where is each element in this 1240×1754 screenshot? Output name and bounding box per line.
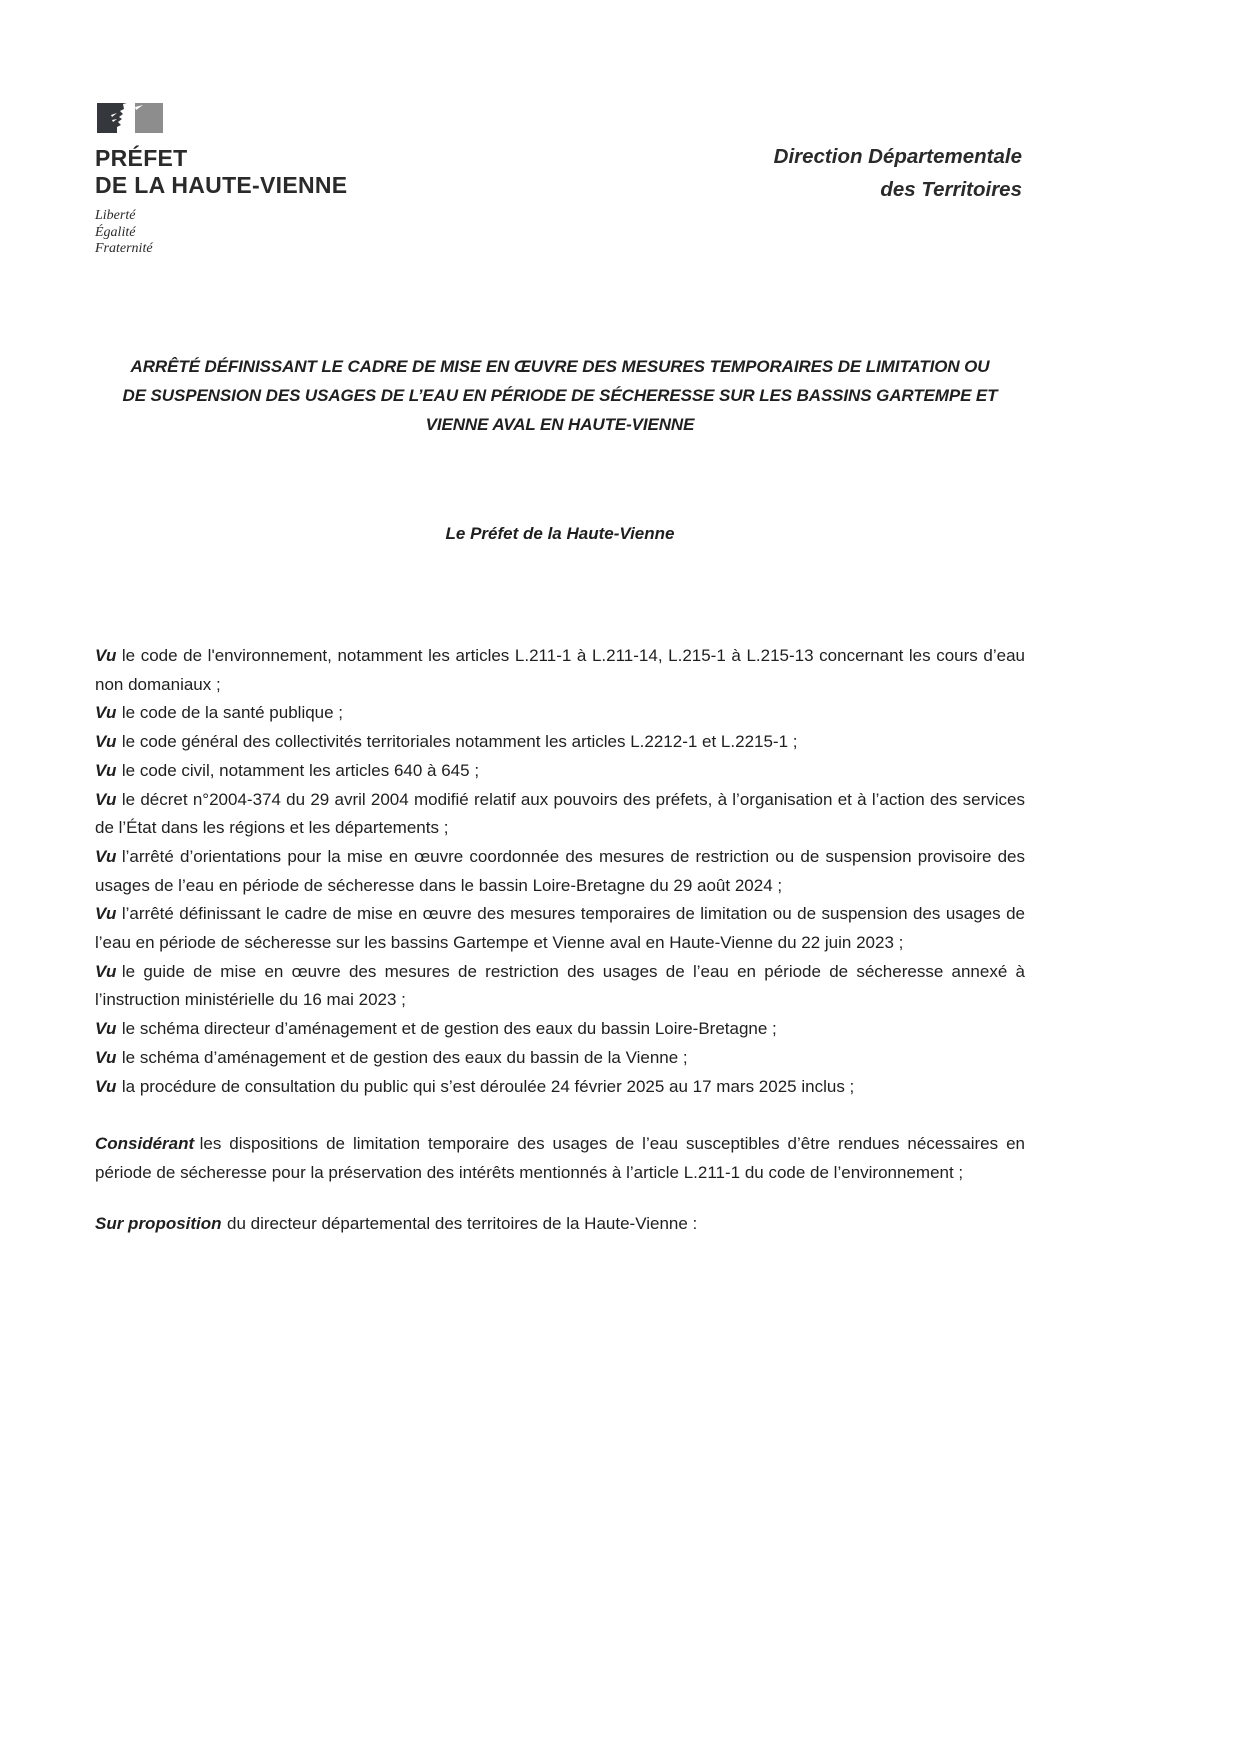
vu-clause-lead: Vu <box>95 646 117 665</box>
vu-clause <box>95 1044 1025 1073</box>
vu-clause <box>95 1073 1025 1102</box>
service-name-line1: Direction Départementale <box>773 145 1022 168</box>
document-title-line2: DE SUSPENSION DES USAGES DE L’EAU EN PÉRIODE DE SÉCHERESSE SUR LES BASSINS GARTEMPE ET <box>122 386 998 405</box>
motto <box>95 208 425 258</box>
vu-clause-lead: Vu <box>95 760 117 780</box>
vu-clause <box>95 699 1025 728</box>
document-title-line1: ARRÊTÉ DÉFINISSANT LE CADRE DE MISE EN ŒUVRE DES MESURES TEMPORAIRES DE LIMITATION OU <box>130 357 990 376</box>
vu-clause-lead: Vu <box>95 789 117 809</box>
vu-clause <box>95 757 1025 786</box>
vu-clause-lead: Vu <box>95 732 117 752</box>
vu-clause-text: l’arrêté d’orientations pour la mise en œuvre coordonnée des mesures de restriction ou de suspension provisoire des usages de l’eau en période de sécheresse dans le bassin Loire-Bretagne du 29 août 2024 ; <box>95 846 1025 895</box>
vu-clause-text: le code général des collectivités territoriales notamment les articles L.2212-1 et L.2215-1 ; <box>121 732 798 752</box>
vu-clause-text: le schéma directeur d’aménagement et de gestion des eaux du bassin Loire-Bretagne ; <box>121 1019 777 1039</box>
vu-clause-text: l’arrêté définissant le cadre de mise en œuvre des mesures temporaires de limitation ou de suspension des usages de l’eau en période de sécheresse sur les bassins Gartempe et Vienne aval en Haute-Vienne du 22 juin 2023 ; <box>95 904 1025 953</box>
vu-clause-lead: Vu <box>95 1047 117 1067</box>
vu-clause <box>95 900 1025 957</box>
vu-clause <box>95 728 1025 757</box>
document-title-line3: VIENNE AVAL EN HAUTE-VIENNE <box>425 415 695 434</box>
service-name-line2: des Territoires <box>880 178 1022 201</box>
vu-clause-text: le décret n°2004-374 du 29 avril 2004 modifié relatif aux pouvoirs des préfets, à l’organisation et à l’action des services de l’État dans les régions et les départements ; <box>95 789 1025 838</box>
service-header-block <box>774 140 1022 206</box>
sur-proposition-clause-lead: Sur proposition <box>95 1213 222 1233</box>
vu-clause-text: le code civil, notamment les articles 640 à 645 ; <box>121 760 480 780</box>
motto-liberte: Liberté <box>95 208 136 223</box>
prefect-name-line1: PRÉFET <box>95 145 188 171</box>
considerant-clause <box>95 1130 1025 1187</box>
vu-clause-lead: Vu <box>95 904 117 924</box>
vu-clause-lead: Vu <box>95 961 117 981</box>
vu-clause-text: la procédure de consultation du public qui s’est déroulée 24 février 2025 au 17 mars 2025 inclus ; <box>121 1076 855 1096</box>
vu-clause <box>95 1015 1025 1044</box>
vu-clause-lead: Vu <box>95 1076 117 1096</box>
sur-proposition-clause-text: du directeur départemental des territoires de la Haute-Vienne : <box>226 1213 698 1233</box>
vu-clause <box>95 958 1025 1015</box>
document-subtitle: Le Préfet de la Haute-Vienne <box>445 524 675 543</box>
vu-clause-text: le code de la santé publique ; <box>121 703 344 723</box>
motto-egalite: Égalité <box>95 224 136 240</box>
document-body <box>95 642 1025 1238</box>
vu-clause-text: le schéma d’aménagement et de gestion des eaux du bassin de la Vienne ; <box>121 1047 688 1067</box>
prefect-name-line2: DE LA HAUTE-VIENNE <box>95 172 348 198</box>
considerant-clause-text: les dispositions de limitation temporaire des usages de l’eau susceptibles d’être rendues nécessaires en période de sécheresse pour la préservation des intérêts mentionnés à l’article L.211-1 du code de l’environnement ; <box>95 1134 1025 1182</box>
document-title <box>95 352 1025 439</box>
vu-clause <box>95 786 1025 843</box>
considerant-clause-lead: Considérant <box>95 1134 195 1154</box>
prefect-header-block <box>95 103 425 258</box>
marianne-logo-icon <box>97 103 425 139</box>
vu-clause <box>95 843 1025 900</box>
vu-clause-lead: Vu <box>95 846 117 866</box>
vu-clause-lead: Vu <box>95 703 117 723</box>
vu-clause <box>95 642 1025 699</box>
vu-clause-text: le guide de mise en œuvre des mesures de restriction des usages de l’eau en période de sécheresse annexé à l’instruction ministérielle du 16 mai 2023 ; <box>95 961 1025 1010</box>
sur-proposition-clause <box>95 1210 1025 1239</box>
vu-clause-text: le code de l'environnement, notamment les articles L.211-1 à L.211-14, L.215-1 à L.215-13 concernant les cours d’eau non domaniaux ; <box>95 646 1025 694</box>
vu-clause-lead: Vu <box>95 1019 117 1039</box>
motto-fraternite: Fraternité <box>95 241 153 256</box>
